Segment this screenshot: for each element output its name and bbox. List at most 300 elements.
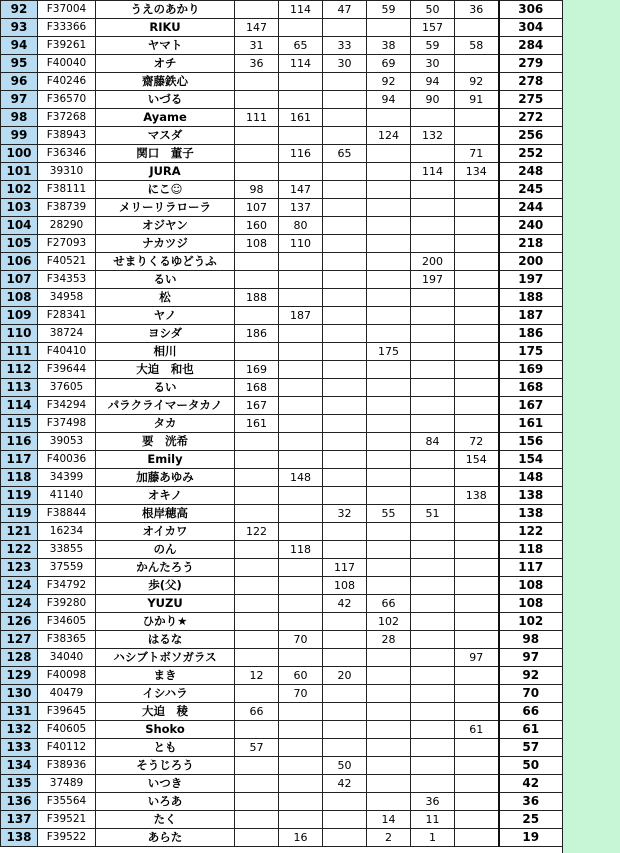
member-id-cell: F34353: [38, 271, 96, 289]
rank-cell: 126: [1, 613, 38, 631]
score-cell-3: [323, 703, 367, 721]
total-cell: 118: [499, 541, 563, 559]
table-row: [1, 631, 563, 649]
table-row: [1, 775, 563, 793]
member-id-cell: F40246: [38, 73, 96, 91]
member-id-cell: F38739: [38, 199, 96, 217]
member-id-cell: 34399: [38, 469, 96, 487]
score-cell-5: [411, 145, 455, 163]
rank-cell: 117: [1, 451, 38, 469]
score-cell-1: 108: [235, 235, 279, 253]
score-cell-4: [367, 703, 411, 721]
score-cell-5: 94: [411, 73, 455, 91]
score-cell-5: [411, 397, 455, 415]
rank-cell: 109: [1, 307, 38, 325]
score-cell-1: 66: [235, 703, 279, 721]
score-cell-1: [235, 811, 279, 829]
score-cell-5: [411, 703, 455, 721]
score-cell-5: [411, 361, 455, 379]
score-cell-1: [235, 451, 279, 469]
total-cell: 97: [499, 649, 563, 667]
score-cell-5: [411, 775, 455, 793]
score-cell-4: [367, 721, 411, 739]
score-cell-3: 33: [323, 37, 367, 55]
score-cell-6: [455, 289, 499, 307]
rank-cell: 93: [1, 19, 38, 37]
score-cell-2: [279, 73, 323, 91]
member-id-cell: F40040: [38, 55, 96, 73]
score-cell-3: [323, 325, 367, 343]
score-cell-1: [235, 757, 279, 775]
score-cell-5: [411, 541, 455, 559]
score-cell-4: [367, 361, 411, 379]
score-cell-1: [235, 307, 279, 325]
player-name-cell: 相川: [96, 343, 235, 361]
member-id-cell: F34605: [38, 613, 96, 631]
ranking-table-body: [1, 1, 563, 847]
score-cell-5: 36: [411, 793, 455, 811]
table-row: [1, 127, 563, 145]
score-cell-2: [279, 343, 323, 361]
score-cell-6: [455, 181, 499, 199]
rank-cell: 100: [1, 145, 38, 163]
score-cell-1: [235, 163, 279, 181]
score-cell-4: [367, 325, 411, 343]
score-cell-3: [323, 199, 367, 217]
member-id-cell: F34792: [38, 577, 96, 595]
score-cell-5: [411, 649, 455, 667]
score-cell-2: 148: [279, 469, 323, 487]
table-row: [1, 271, 563, 289]
score-cell-2: 114: [279, 1, 323, 19]
table-row: [1, 667, 563, 685]
player-name-cell: 関口 董子: [96, 145, 235, 163]
score-cell-6: [455, 523, 499, 541]
score-cell-1: [235, 541, 279, 559]
member-id-cell: 41140: [38, 487, 96, 505]
player-name-cell: Ayame: [96, 109, 235, 127]
table-row: [1, 595, 563, 613]
player-name-cell: メリーリラローラ: [96, 199, 235, 217]
score-cell-4: [367, 469, 411, 487]
player-name-cell: マスダ: [96, 127, 235, 145]
rank-cell: 103: [1, 199, 38, 217]
score-cell-3: [323, 433, 367, 451]
total-cell: 200: [499, 253, 563, 271]
score-cell-5: [411, 415, 455, 433]
score-cell-3: [323, 253, 367, 271]
player-name-cell: パラクライマータカノ: [96, 397, 235, 415]
score-cell-2: [279, 775, 323, 793]
table-row: [1, 343, 563, 361]
player-name-cell: オイカワ: [96, 523, 235, 541]
score-cell-6: 36: [455, 1, 499, 19]
score-cell-4: [367, 235, 411, 253]
score-cell-6: [455, 541, 499, 559]
player-name-cell: RIKU: [96, 19, 235, 37]
score-cell-3: [323, 523, 367, 541]
score-cell-6: 58: [455, 37, 499, 55]
score-cell-5: 1: [411, 829, 455, 847]
rank-cell: 135: [1, 775, 38, 793]
score-cell-2: 110: [279, 235, 323, 253]
table-row: [1, 289, 563, 307]
score-cell-3: [323, 829, 367, 847]
table-row: [1, 559, 563, 577]
member-id-cell: 33855: [38, 541, 96, 559]
score-cell-5: [411, 631, 455, 649]
rank-cell: 101: [1, 163, 38, 181]
rank-cell: 118: [1, 469, 38, 487]
member-id-cell: 37605: [38, 379, 96, 397]
total-cell: 25: [499, 811, 563, 829]
player-name-cell: にこ☺: [96, 181, 235, 199]
player-name-cell: るい: [96, 379, 235, 397]
table-row: [1, 649, 563, 667]
score-cell-5: [411, 379, 455, 397]
score-cell-3: 108: [323, 577, 367, 595]
score-cell-6: [455, 343, 499, 361]
table-row: [1, 721, 563, 739]
member-id-cell: F40410: [38, 343, 96, 361]
table-row: [1, 73, 563, 91]
score-cell-6: [455, 109, 499, 127]
score-cell-6: [455, 703, 499, 721]
total-cell: 148: [499, 469, 563, 487]
score-cell-1: 122: [235, 523, 279, 541]
score-cell-2: [279, 523, 323, 541]
score-cell-2: [279, 793, 323, 811]
score-cell-5: [411, 307, 455, 325]
player-name-cell: まき: [96, 667, 235, 685]
score-cell-6: [455, 307, 499, 325]
total-cell: 108: [499, 577, 563, 595]
player-name-cell: せまりくるゆどうふ: [96, 253, 235, 271]
table-row: [1, 541, 563, 559]
member-id-cell: F38936: [38, 757, 96, 775]
member-id-cell: F33366: [38, 19, 96, 37]
score-cell-1: 188: [235, 289, 279, 307]
score-cell-3: 50: [323, 757, 367, 775]
score-cell-3: [323, 541, 367, 559]
total-cell: 275: [499, 91, 563, 109]
score-cell-5: [411, 559, 455, 577]
total-cell: 117: [499, 559, 563, 577]
score-cell-2: 137: [279, 199, 323, 217]
table-row: [1, 91, 563, 109]
score-cell-3: 42: [323, 775, 367, 793]
score-cell-1: 31: [235, 37, 279, 55]
member-id-cell: F37498: [38, 415, 96, 433]
score-cell-1: [235, 145, 279, 163]
rank-cell: 106: [1, 253, 38, 271]
score-cell-6: [455, 415, 499, 433]
rank-cell: 124: [1, 577, 38, 595]
member-id-cell: 40479: [38, 685, 96, 703]
score-cell-1: 98: [235, 181, 279, 199]
score-cell-4: [367, 523, 411, 541]
score-cell-5: [411, 181, 455, 199]
score-cell-2: [279, 127, 323, 145]
table-row: [1, 487, 563, 505]
score-cell-6: [455, 667, 499, 685]
score-cell-1: 160: [235, 217, 279, 235]
member-id-cell: F40036: [38, 451, 96, 469]
member-id-cell: F36346: [38, 145, 96, 163]
score-cell-1: [235, 91, 279, 109]
score-cell-5: 51: [411, 505, 455, 523]
member-id-cell: F39261: [38, 37, 96, 55]
score-cell-6: [455, 127, 499, 145]
score-cell-3: [323, 91, 367, 109]
score-cell-1: [235, 649, 279, 667]
table-row: [1, 577, 563, 595]
member-id-cell: 37559: [38, 559, 96, 577]
score-cell-5: 157: [411, 19, 455, 37]
score-cell-6: [455, 559, 499, 577]
score-cell-4: [367, 685, 411, 703]
rank-cell: 128: [1, 649, 38, 667]
player-name-cell: いろあ: [96, 793, 235, 811]
score-cell-1: [235, 469, 279, 487]
score-cell-2: [279, 505, 323, 523]
table-row: [1, 217, 563, 235]
score-cell-6: [455, 469, 499, 487]
score-cell-4: [367, 289, 411, 307]
score-cell-2: 80: [279, 217, 323, 235]
player-name-cell: 大迫 和也: [96, 361, 235, 379]
score-cell-5: [411, 667, 455, 685]
score-cell-6: [455, 505, 499, 523]
member-id-cell: F38844: [38, 505, 96, 523]
score-cell-3: 32: [323, 505, 367, 523]
member-id-cell: F39645: [38, 703, 96, 721]
score-cell-2: [279, 325, 323, 343]
score-cell-4: [367, 793, 411, 811]
score-cell-4: 124: [367, 127, 411, 145]
score-cell-6: [455, 397, 499, 415]
score-cell-3: [323, 307, 367, 325]
player-name-cell: ヨシダ: [96, 325, 235, 343]
score-cell-6: 97: [455, 649, 499, 667]
score-cell-6: 71: [455, 145, 499, 163]
score-cell-2: [279, 559, 323, 577]
table-row: [1, 199, 563, 217]
score-cell-1: 107: [235, 199, 279, 217]
table-row: [1, 145, 563, 163]
rank-cell: 129: [1, 667, 38, 685]
member-id-cell: F40605: [38, 721, 96, 739]
score-cell-4: [367, 145, 411, 163]
score-cell-4: [367, 109, 411, 127]
score-cell-4: [367, 433, 411, 451]
player-name-cell: るい: [96, 271, 235, 289]
rank-cell: 130: [1, 685, 38, 703]
total-cell: 197: [499, 271, 563, 289]
score-cell-5: [411, 289, 455, 307]
score-cell-1: [235, 1, 279, 19]
member-id-cell: 16234: [38, 523, 96, 541]
score-cell-1: [235, 577, 279, 595]
score-cell-4: [367, 559, 411, 577]
rank-cell: 111: [1, 343, 38, 361]
table-row: [1, 361, 563, 379]
score-cell-3: 42: [323, 595, 367, 613]
score-cell-5: [411, 325, 455, 343]
score-cell-4: [367, 397, 411, 415]
player-name-cell: たく: [96, 811, 235, 829]
score-cell-4: [367, 649, 411, 667]
score-cell-4: [367, 415, 411, 433]
table-row: [1, 505, 563, 523]
rank-cell: 107: [1, 271, 38, 289]
score-cell-5: 50: [411, 1, 455, 19]
player-name-cell: あらた: [96, 829, 235, 847]
member-id-cell: F38943: [38, 127, 96, 145]
rank-cell: 94: [1, 37, 38, 55]
table-row: [1, 37, 563, 55]
score-cell-2: [279, 289, 323, 307]
rank-cell: 97: [1, 91, 38, 109]
score-cell-3: 65: [323, 145, 367, 163]
member-id-cell: F40112: [38, 739, 96, 757]
table-row: [1, 235, 563, 253]
score-cell-3: [323, 415, 367, 433]
score-cell-5: 132: [411, 127, 455, 145]
score-cell-2: [279, 253, 323, 271]
score-cell-6: [455, 19, 499, 37]
total-cell: 168: [499, 379, 563, 397]
table-row: [1, 55, 563, 73]
score-cell-6: [455, 199, 499, 217]
score-cell-3: [323, 469, 367, 487]
player-name-cell: ひかり★: [96, 613, 235, 631]
rank-cell: 127: [1, 631, 38, 649]
player-name-cell: 松: [96, 289, 235, 307]
table-row: [1, 613, 563, 631]
score-cell-2: [279, 91, 323, 109]
score-cell-6: [455, 775, 499, 793]
score-cell-2: 116: [279, 145, 323, 163]
member-id-cell: 39053: [38, 433, 96, 451]
rank-cell: 99: [1, 127, 38, 145]
player-name-cell: イシハラ: [96, 685, 235, 703]
score-cell-5: 200: [411, 253, 455, 271]
total-cell: 42: [499, 775, 563, 793]
total-cell: 284: [499, 37, 563, 55]
total-cell: 98: [499, 631, 563, 649]
score-cell-5: 90: [411, 91, 455, 109]
total-cell: 248: [499, 163, 563, 181]
member-id-cell: F36570: [38, 91, 96, 109]
member-id-cell: 34040: [38, 649, 96, 667]
score-cell-5: [411, 757, 455, 775]
total-cell: 272: [499, 109, 563, 127]
table-row: [1, 253, 563, 271]
table-row: [1, 811, 563, 829]
score-cell-3: 117: [323, 559, 367, 577]
score-cell-2: [279, 577, 323, 595]
rank-cell: 122: [1, 541, 38, 559]
player-name-cell: オチ: [96, 55, 235, 73]
score-cell-3: [323, 73, 367, 91]
player-name-cell: いつき: [96, 775, 235, 793]
rank-cell: 124: [1, 595, 38, 613]
player-name-cell: ハシブトボソガラス: [96, 649, 235, 667]
score-cell-3: [323, 811, 367, 829]
table-row: [1, 379, 563, 397]
score-cell-2: [279, 595, 323, 613]
total-cell: 256: [499, 127, 563, 145]
score-cell-6: [455, 325, 499, 343]
score-cell-4: 94: [367, 91, 411, 109]
rank-cell: 110: [1, 325, 38, 343]
member-id-cell: F39280: [38, 595, 96, 613]
rank-cell: 133: [1, 739, 38, 757]
score-cell-4: [367, 163, 411, 181]
score-cell-3: 47: [323, 1, 367, 19]
score-cell-5: 30: [411, 55, 455, 73]
score-cell-6: [455, 757, 499, 775]
score-cell-6: [455, 55, 499, 73]
player-name-cell: 要 洸希: [96, 433, 235, 451]
member-id-cell: F40521: [38, 253, 96, 271]
score-cell-6: [455, 631, 499, 649]
score-cell-4: 102: [367, 613, 411, 631]
total-cell: 57: [499, 739, 563, 757]
score-cell-3: [323, 235, 367, 253]
score-cell-3: [323, 379, 367, 397]
total-cell: 167: [499, 397, 563, 415]
score-cell-6: 154: [455, 451, 499, 469]
score-cell-4: 59: [367, 1, 411, 19]
table-row: [1, 109, 563, 127]
rank-cell: 105: [1, 235, 38, 253]
score-cell-5: [411, 487, 455, 505]
total-cell: 102: [499, 613, 563, 631]
table-row: [1, 685, 563, 703]
score-cell-4: 38: [367, 37, 411, 55]
score-cell-1: 161: [235, 415, 279, 433]
total-cell: 304: [499, 19, 563, 37]
table-row: [1, 739, 563, 757]
score-cell-6: [455, 361, 499, 379]
score-cell-3: [323, 739, 367, 757]
table-row: [1, 163, 563, 181]
member-id-cell: F38111: [38, 181, 96, 199]
total-cell: 66: [499, 703, 563, 721]
score-cell-6: [455, 253, 499, 271]
score-cell-4: 55: [367, 505, 411, 523]
score-cell-1: [235, 505, 279, 523]
score-cell-4: [367, 451, 411, 469]
total-cell: 244: [499, 199, 563, 217]
score-cell-2: [279, 415, 323, 433]
score-cell-5: [411, 595, 455, 613]
score-cell-3: [323, 19, 367, 37]
score-cell-3: [323, 793, 367, 811]
score-cell-2: 70: [279, 631, 323, 649]
score-cell-1: 12: [235, 667, 279, 685]
score-cell-1: 167: [235, 397, 279, 415]
player-name-cell: Emily: [96, 451, 235, 469]
score-cell-1: [235, 613, 279, 631]
player-name-cell: ヤノ: [96, 307, 235, 325]
score-cell-2: [279, 721, 323, 739]
score-cell-6: [455, 271, 499, 289]
score-cell-6: 138: [455, 487, 499, 505]
player-name-cell: 齋藤鉄心: [96, 73, 235, 91]
